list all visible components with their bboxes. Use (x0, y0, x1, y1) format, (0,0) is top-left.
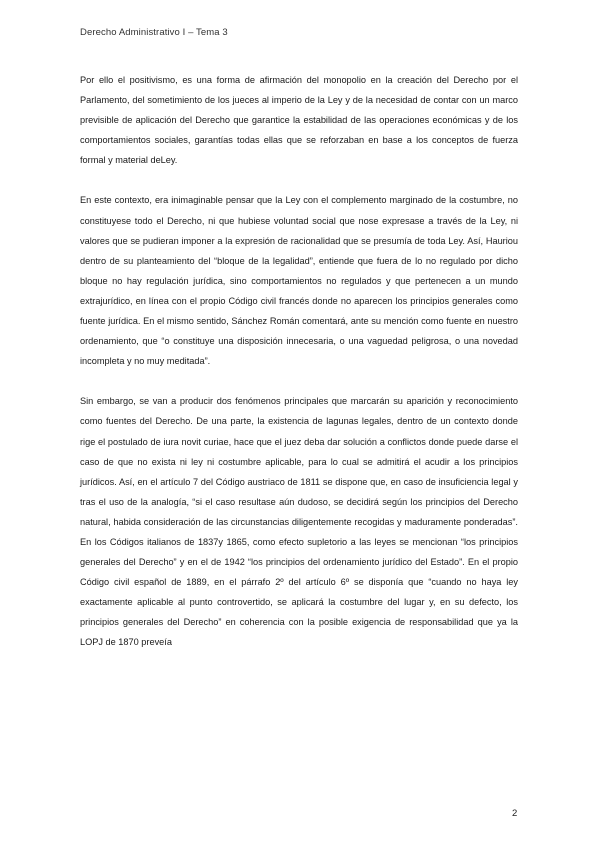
paragraph-context: En este contexto, era inimaginable pensar que la Ley con el complemento marginado de la costumbre, no constituyese todo el Derecho, ni que hubiese voluntad social que nose expresase a través de la Ley, ni valores que se pudieran imponer a la expresión de racionalidad que se presumía de toda Ley. Así, Hauriou dentro de su planteamiento del “bloque de la legalidad”, entiende que fuera de lo no regulado por dicho bloque no hay regulación jurídica, sino comportamientos no regulados y que pertenecen a un mundo extrajurídico, en línea con el propio Código civil francés donde no aparecen los principios generales como fuente jurídica. En el mismo sentido, Sánchez Román comentará, ante su mención como fuente en nuestro ordenamiento, que “o constituye una disposición innecesaria, o una vaguedad peligrosa, o una novedad incompleta y no muy meditada”. (80, 195, 518, 367)
paragraph-phenomena: Sin embargo, se van a producir dos fenómenos principales que marcarán su aparición y reconocimiento como fuentes del Derecho. De una parte, la existencia de lagunas legales, dentro de un contexto donde rige el postulado de iura novit curiae, hace que el juez deba dar solución a conflictos donde puede darse el caso de que no exista ni ley ni costumbre aplicable, para lo cual se admitirá el acudir a los principios jurídicos. Así, en el artículo 7 del Código austriaco de 1811 se dispone que, en caso de insuficiencia legal y tras el uso de la analogía, “si el caso resultase aún dudoso, se decidirá según los principios del Derecho natural, habida consideración de las circunstancias diligentemente recogidas y maduramente ponderadas”. En los Códigos italianos de 1837y 1865, como efecto supletorio a las leyes se mencionan “los principios generales del Derecho” y en el de 1942 “los principios del ordenamiento jurídico del Estado”. En el propio Código civil español de 1889, en el párrafo 2º del artículo 6º se disponía que “cuando no haya ley exactamente aplicable al punto controvertido, se aplicará la costumbre del lugar y, en su defecto, los principios generales del Derecho” en coherencia con la posible exigencia de responsabilidad que ya la LOPJ de 1870 preveía (80, 396, 518, 648)
running-header: Derecho Administrativo I – Tema 3 (80, 27, 228, 38)
paragraph-positivism: Por ello el positivismo, es una forma de afirmación del monopolio en la creación del Derecho por el Parlamento, del sometimiento de los jueces al imperio de la Ley y de la necesidad de contar con un marco previsible de aplicación del Derecho que garantice la estabilidad de las operaciones económicas y de los comportamientos sociales, garantías todas ellas que se reforzaban en base a los conceptos de fuerza formal y material deLey. (80, 75, 518, 166)
body-text (80, 70, 518, 673)
page-number: 2 (512, 808, 518, 819)
